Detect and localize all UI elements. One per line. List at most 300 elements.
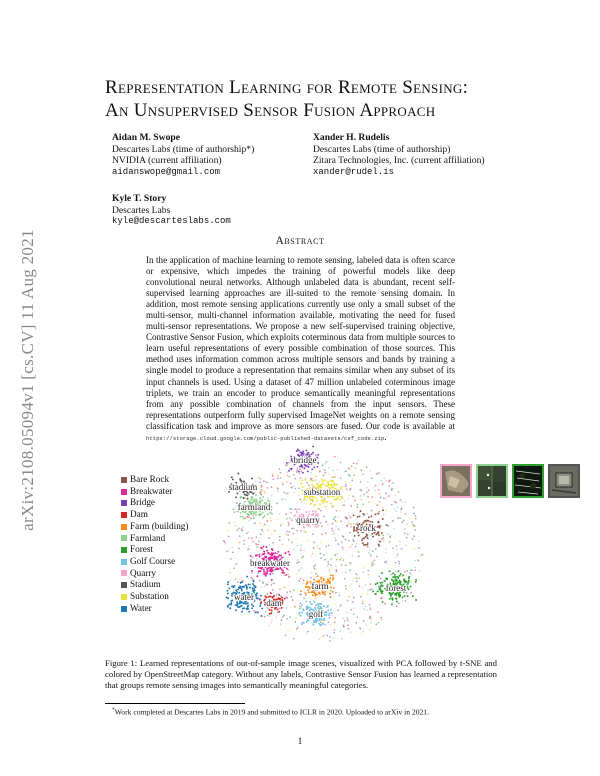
scatter-point [306, 482, 308, 484]
scatter-point-forest [386, 578, 388, 580]
scatter-point [230, 558, 232, 560]
scatter-point [339, 606, 341, 608]
scatter-point-breakwater [271, 569, 273, 571]
scatter-point [321, 533, 323, 535]
scatter-point-substation [303, 499, 305, 501]
scatter-point [254, 522, 256, 524]
scatter-point [228, 535, 230, 537]
scatter-point [285, 533, 287, 535]
scatter-point-forest [408, 580, 410, 582]
scatter-point [279, 513, 281, 515]
scatter-point-golf [318, 619, 320, 621]
scatter-point-water [260, 595, 262, 597]
scatter-point [258, 572, 260, 574]
scatter-point [338, 595, 340, 597]
scatter-point [345, 485, 347, 487]
scatter-point [255, 536, 257, 538]
scatter-point [367, 546, 369, 548]
scatter-point [351, 544, 353, 546]
scatter-point [335, 540, 337, 542]
scatter-point [345, 516, 347, 518]
scatter-point-bridge [302, 472, 304, 474]
scatter-point [371, 561, 373, 563]
scatter-point [368, 574, 370, 576]
scatter-point-substation [310, 479, 312, 481]
scatter-point [366, 491, 368, 493]
scatter-point [376, 556, 378, 558]
scatter-point [241, 530, 243, 532]
scatter-point-farm [306, 583, 308, 585]
scatter-point-farm [315, 594, 317, 596]
author-block-3 [112, 193, 231, 228]
scatter-point [232, 551, 234, 553]
scatter-point-farmland [253, 498, 255, 500]
scatter-point-substation [330, 503, 332, 505]
scatter-point [356, 463, 358, 465]
scatter-point [234, 511, 236, 513]
scatter-point [236, 563, 238, 565]
scatter-point [308, 484, 310, 486]
scatter-point [341, 558, 343, 560]
scatter-point [396, 605, 398, 607]
scatter-point [288, 539, 290, 541]
scatter-point [289, 508, 291, 510]
example-thumbnails [440, 464, 580, 509]
scatter-point [296, 628, 298, 630]
scatter-point-farm [308, 591, 310, 593]
scatter-point [349, 569, 351, 571]
scatter-point-rock [366, 544, 368, 546]
scatter-point [337, 469, 339, 471]
scatter-point [380, 597, 382, 599]
author-name: Aidan M. Swope [112, 132, 180, 143]
scatter-point-farm [305, 592, 307, 594]
scatter-point [371, 565, 373, 567]
scatter-point-bridge [305, 465, 307, 467]
scatter-point [415, 515, 417, 517]
scatter-point-dam [278, 611, 280, 613]
scatter-point [293, 589, 295, 591]
scatter-point-quarry [296, 530, 298, 532]
scatter-point [271, 486, 273, 488]
scatter-point-farmland [267, 499, 269, 501]
scatter-point-water [241, 588, 243, 590]
legend-label: Water [130, 602, 152, 613]
legend-swatch [121, 535, 127, 541]
scatter-point [362, 503, 364, 505]
scatter-point [394, 495, 396, 497]
scatter-point [327, 524, 329, 526]
scatter-point-breakwater [283, 572, 285, 574]
scatter-point-golf [330, 609, 332, 611]
scatter-point-water [257, 611, 259, 613]
scatter-point-farmland [255, 494, 257, 496]
scatter-point [272, 542, 274, 544]
scatter-point [352, 601, 354, 603]
author-email[interactable]: xander@rudel.is [313, 166, 395, 177]
scatter-point [388, 525, 390, 527]
scatter-point-forest [398, 596, 400, 598]
scatter-point [343, 504, 345, 506]
scatter-point-rock [363, 513, 365, 515]
scatter-point [366, 610, 368, 612]
scatter-point [329, 624, 331, 626]
scatter-point [318, 471, 320, 473]
scatter-point [399, 541, 401, 543]
scatter-point [328, 563, 330, 565]
scatter-point [298, 614, 300, 616]
scatter-point [332, 476, 334, 478]
scatter-point [341, 638, 343, 640]
scatter-point-breakwater [266, 550, 268, 552]
scatter-point [224, 541, 226, 543]
scatter-point-rock [368, 516, 370, 518]
scatter-point-rock [378, 543, 380, 545]
scatter-point [283, 614, 285, 616]
scatter-point [396, 556, 398, 558]
scatter-point-water [246, 608, 248, 610]
scatter-point-water [243, 586, 245, 588]
scatter-point [406, 537, 408, 539]
scatter-point-breakwater [285, 574, 287, 576]
scatter-point [404, 501, 406, 503]
scatter-point [385, 498, 387, 500]
scatter-point [251, 578, 253, 580]
scatter-point [359, 489, 361, 491]
scatter-point [396, 511, 398, 513]
scatter-point-stadium [247, 498, 249, 500]
scatter-point [351, 523, 353, 525]
scatter-point-forest [398, 570, 400, 572]
scatter-point [373, 486, 375, 488]
legend-item [121, 579, 188, 591]
scatter-point [388, 561, 390, 563]
scatter-point [290, 482, 292, 484]
scatter-point [310, 472, 312, 474]
scatter-point-golf [311, 603, 313, 605]
scatter-point-farmland [240, 496, 242, 498]
scatter-point-water [236, 602, 238, 604]
scatter-point-breakwater [274, 552, 276, 554]
scatter-point [312, 533, 314, 535]
scatter-point-rock [355, 530, 357, 532]
scatter-point [352, 495, 354, 497]
scatter-point [340, 462, 342, 464]
scatter-point-forest [380, 589, 382, 591]
scatter-point [395, 562, 397, 564]
footnote-text: Work completed at Descartes Labs in 2019 and submitted to ICLR in 2020. Uploaded to arXiv in 2021. [114, 707, 430, 717]
scatter-point [344, 481, 346, 483]
footnote [112, 707, 532, 717]
scatter-point-water [239, 602, 241, 604]
scatter-point [272, 478, 274, 480]
scatter-point [298, 487, 300, 489]
scatter-point [369, 607, 371, 609]
scatter-point-water [227, 581, 229, 583]
scatter-point [381, 619, 383, 621]
scatter-point [314, 564, 316, 566]
scatter-point-breakwater [263, 573, 265, 575]
scatter-point [347, 620, 349, 622]
scatter-point [384, 561, 386, 563]
scatter-point [330, 590, 332, 592]
scatter-point-golf [327, 609, 329, 611]
scatter-point [326, 566, 328, 568]
scatter-point [271, 619, 273, 621]
scatter-point [392, 520, 394, 522]
scatter-point [248, 537, 250, 539]
scatter-point [230, 579, 232, 581]
scatter-point [279, 588, 281, 590]
scatter-point [357, 574, 359, 576]
scatter-point [345, 539, 347, 541]
scatter-point [320, 636, 322, 638]
scatter-point-forest [389, 570, 391, 572]
scatter-point-golf [323, 612, 325, 614]
scatter-point [274, 530, 276, 532]
scatter-point [341, 542, 343, 544]
scatter-point-farmland [246, 513, 248, 515]
scatter-point [360, 470, 362, 472]
scatter-point [355, 467, 357, 469]
scatter-point [246, 499, 248, 501]
scatter-point-quarry [316, 526, 318, 528]
scatter-point [260, 523, 262, 525]
scatter-point-bridge [303, 467, 305, 469]
scatter-point-breakwater [267, 570, 269, 572]
scatter-point [344, 500, 346, 502]
scatter-point [277, 478, 279, 480]
legend-swatch [121, 547, 127, 553]
scatter-point-forest [408, 581, 410, 583]
scatter-point-golf [299, 607, 301, 609]
scatter-point [315, 598, 317, 600]
scatter-point [293, 549, 295, 551]
scatter-point-substation [327, 483, 329, 485]
scatter-point [294, 491, 296, 493]
legend-label: Stadium [130, 579, 161, 590]
scatter-point [295, 617, 297, 619]
scatter-point-rock [353, 514, 355, 516]
scatter-point [291, 542, 293, 544]
scatter-point-dam [278, 594, 280, 596]
scatter-point-water [235, 589, 237, 591]
scatter-point-forest [399, 575, 401, 577]
scatter-point-stadium [244, 493, 246, 495]
scatter-point [396, 545, 398, 547]
scatter-point [289, 476, 291, 478]
scatter-point [334, 537, 336, 539]
scatter-point-forest [392, 573, 394, 575]
scatter-point [360, 596, 362, 598]
scatter-point [365, 584, 367, 586]
author-affiliation: NVIDIA (current affiliation) [112, 155, 222, 167]
scatter-point [355, 543, 357, 545]
scatter-point [369, 549, 371, 551]
scatter-point [392, 547, 394, 549]
thumbnail-forest [512, 464, 544, 498]
scatter-point [286, 471, 288, 473]
scatter-point [298, 494, 300, 496]
scatter-point [407, 533, 409, 535]
scatter-point-golf [301, 612, 303, 614]
scatter-point-dam [269, 609, 271, 611]
scatter-point [266, 487, 268, 489]
scatter-point-forest [391, 598, 393, 600]
scatter-point-substation [313, 504, 315, 506]
scatter-point [329, 640, 331, 642]
scatter-point-substation [333, 482, 335, 484]
scatter-point-golf [320, 606, 322, 608]
scatter-point-stadium [243, 497, 245, 499]
legend-swatch [121, 606, 127, 612]
scatter-point-substation [321, 499, 323, 501]
scatter-point [397, 554, 399, 556]
scatter-point-bridge [307, 466, 309, 468]
cluster-label: golf [308, 609, 324, 619]
scatter-point-forest [410, 586, 412, 588]
scatter-point-quarry [290, 512, 292, 514]
scatter-point-rock [377, 521, 379, 523]
scatter-point-bridge [290, 455, 292, 457]
scatter-point [305, 633, 307, 635]
scatter-point [374, 490, 376, 492]
scatter-point-rock [371, 533, 373, 535]
scatter-point [324, 624, 326, 626]
scatter-point [348, 494, 350, 496]
abstract-text: In the application of machine learning to remote sensing, labeled data is often scarce or expensive, which impedes the training of powerful models like deep convolutional neural networks. Although unlabeled data is abundant, recent self-supervised learning approaches are ill-suited to the remote sensing domain. In addition, most remote sensing applications currently use only a small subset of the multi-sensor, multi-channel information available, motivating the need for fused multi-sensor representations. We propose a new self-supervised training objective, Contrastive Sensor Fusion, which exploits coterminous data from multiple sources to learn useful representations of every possible combination of those sources. This method uses information common across multiple sensors and bands by training a single model to produce a representation that remains similar when any subset of its input channels is used. Using a dataset of 47 million unlabeled coterminous image triplets, we train an encoder to produce semantically meaningful representations from any possible combination of channels from the input sensors. These representations outperform fully supervised ImageNet weights on a remote sensing classification task and improve as more sensors are fused. Our code is available at [146, 255, 455, 431]
scatter-point [280, 477, 282, 479]
scatter-point [382, 483, 384, 485]
scatter-point-substation [336, 483, 338, 485]
scatter-point [353, 607, 355, 609]
scatter-point [303, 579, 305, 581]
scatter-point [268, 537, 270, 539]
scatter-point-water [253, 587, 255, 589]
scatter-point [379, 513, 381, 515]
scatter-point [265, 480, 267, 482]
legend-label: Forest [130, 544, 153, 555]
scatter-point [366, 487, 368, 489]
scatter-point [350, 631, 352, 633]
scatter-point [400, 499, 402, 501]
scatter-point-rock [365, 544, 367, 546]
scatter-point-farmland [250, 513, 252, 515]
scatter-point-bridge [291, 458, 293, 460]
scatter-point-forest [382, 585, 384, 587]
scatter-point [325, 546, 327, 548]
scatter-point [290, 596, 292, 598]
scatter-point [279, 539, 281, 541]
scatter-point-farmland [260, 494, 262, 496]
scatter-point-breakwater [278, 554, 280, 556]
scatter-point [280, 624, 282, 626]
scatter-point-farm [307, 589, 309, 591]
scatter-point [292, 599, 294, 601]
scatter-point [252, 541, 254, 543]
scatter-point [393, 528, 395, 530]
scatter-point-breakwater [250, 555, 252, 557]
scatter-point-water [227, 583, 229, 585]
scatter-point [383, 540, 385, 542]
scatter-point-farmland [253, 517, 255, 519]
author-email[interactable]: aidanswope@gmail.com [112, 166, 221, 177]
scatter-point [345, 585, 347, 587]
scatter-point [288, 462, 290, 464]
scatter-point [364, 463, 366, 465]
scatter-point-breakwater [269, 570, 271, 572]
scatter-point-forest [372, 590, 374, 592]
scatter-point-substation [335, 499, 337, 501]
scatter-point [369, 617, 371, 619]
scatter-point [310, 556, 312, 558]
thumbnail-farmland [476, 464, 508, 498]
author-block-2 [313, 132, 485, 178]
scatter-point-breakwater [269, 573, 271, 575]
scatter-point-breakwater [262, 546, 264, 548]
scatter-point [236, 529, 238, 531]
scatter-point [282, 616, 284, 618]
scatter-point [269, 615, 271, 617]
scatter-point-substation [341, 486, 343, 488]
scatter-point [360, 628, 362, 630]
scatter-point-bridge [290, 468, 292, 470]
scatter-point [299, 468, 301, 470]
scatter-point [369, 604, 371, 606]
scatter-point-golf [328, 614, 330, 616]
scatter-point-forest [389, 598, 391, 600]
scatter-point-water [260, 603, 262, 605]
scatter-point-water [247, 605, 249, 607]
scatter-point [390, 494, 392, 496]
scatter-point-water [232, 586, 234, 588]
scatter-point [389, 541, 391, 543]
scatter-point [300, 549, 302, 551]
scatter-point [275, 617, 277, 619]
scatter-point-quarry [312, 510, 314, 512]
scatter-point [259, 580, 261, 582]
author-email[interactable]: kyle@descarteslabs.com [112, 216, 231, 227]
scatter-point [380, 617, 382, 619]
scatter-point [317, 545, 319, 547]
scatter-point-farm [333, 587, 335, 589]
scatter-point-water [256, 595, 258, 597]
cluster-label: breakwater [250, 558, 290, 568]
scatter-point-breakwater [263, 570, 265, 572]
scatter-point [341, 564, 343, 566]
scatter-point-rock [378, 534, 380, 536]
abstract-heading: Abstract [275, 235, 325, 247]
scatter-point [260, 478, 262, 480]
scatter-point [375, 548, 377, 550]
scatter-point-farmland [250, 517, 252, 519]
scatter-point-water [252, 583, 254, 585]
scatter-point [326, 635, 328, 637]
scatter-point [246, 532, 248, 534]
scatter-point-golf [326, 614, 328, 616]
scatter-point-farmland [242, 515, 244, 517]
scatter-point-farmland [259, 514, 261, 516]
scatter-point-breakwater [262, 553, 264, 555]
scatter-point [330, 564, 332, 566]
scatter-point [367, 592, 369, 594]
scatter-point [266, 583, 268, 585]
scatter-point [282, 587, 284, 589]
scatter-point [253, 515, 255, 517]
code-link[interactable]: https://storage.cloud.google.com/public-published-datasets/csf_code.zip [146, 434, 385, 442]
scatter-point [288, 524, 290, 526]
scatter-point [264, 585, 266, 587]
